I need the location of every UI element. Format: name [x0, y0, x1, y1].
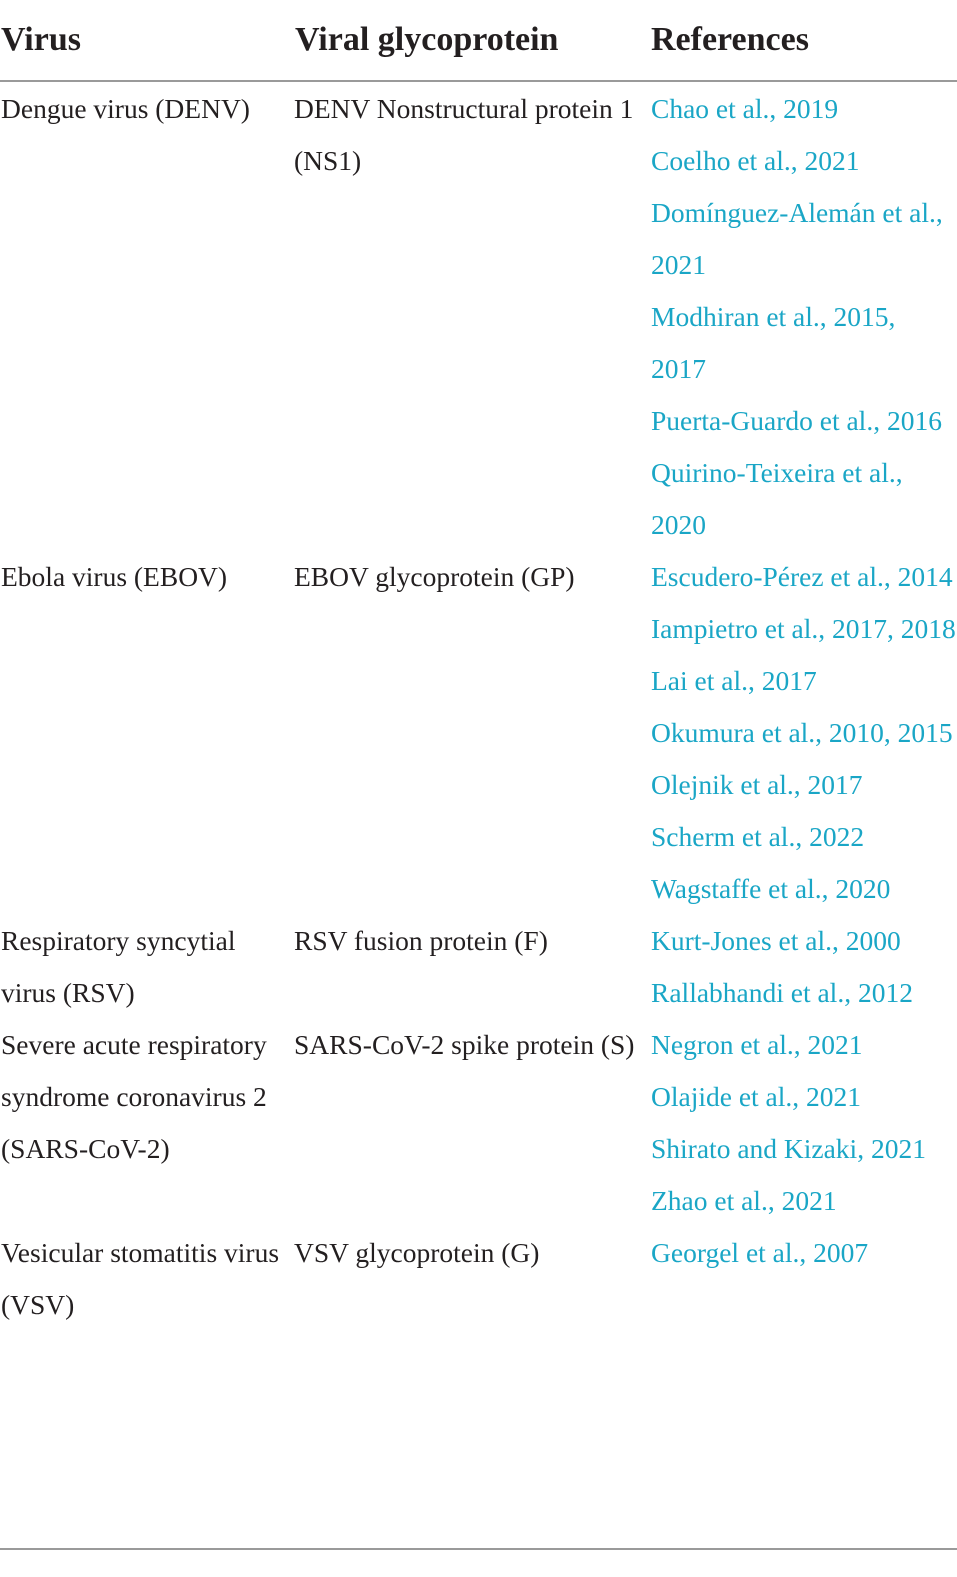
glycoprotein-cell: SARS-CoV-2 spike protein (S): [294, 1029, 635, 1060]
reference-link[interactable]: Chao et al., 2019: [651, 93, 839, 124]
references-cell: [650, 83, 956, 551]
header-viral-glycoprotein: Viral glycoprotein: [295, 21, 559, 58]
table-header: [0, 0, 957, 82]
glycoprotein-cell: VSV glycoprotein (G): [294, 1237, 540, 1268]
virus-cell: Severe acute respiratory syndrome coronavirus 2 (SARS-CoV-2): [1, 1029, 267, 1164]
table-row: [0, 1019, 957, 1227]
reference-link[interactable]: Lai et al., 2017: [651, 665, 817, 696]
reference-link[interactable]: Zhao et al., 2021: [651, 1185, 837, 1216]
reference-link[interactable]: Rallabhandi et al., 2012: [651, 977, 913, 1008]
references-cell: [650, 1227, 956, 1279]
header-virus: Virus: [1, 21, 81, 58]
reference-link[interactable]: Wagstaffe et al., 2020: [651, 873, 891, 904]
header-references: References: [651, 21, 809, 58]
table-row: [0, 83, 957, 551]
references-cell: [650, 1019, 956, 1227]
table-body: [0, 82, 957, 1331]
reference-link[interactable]: Escudero-Pérez et al., 2014: [651, 561, 953, 592]
reference-link[interactable]: Coelho et al., 2021: [651, 145, 860, 176]
reference-link[interactable]: Domínguez-Alemán et al., 2021: [651, 197, 943, 280]
table-row: [0, 1227, 957, 1331]
reference-link[interactable]: Modhiran et al., 2015, 2017: [651, 301, 896, 384]
reference-link[interactable]: Olajide et al., 2021: [651, 1081, 862, 1112]
glycoprotein-cell: DENV Nonstructural protein 1 (NS1): [294, 93, 634, 176]
reference-link[interactable]: Georgel et al., 2007: [651, 1237, 869, 1268]
reference-link[interactable]: Olejnik et al., 2017: [651, 769, 863, 800]
reference-link[interactable]: Okumura et al., 2010, 2015: [651, 717, 953, 748]
virus-cell: Dengue virus (DENV): [1, 93, 250, 124]
reference-link[interactable]: Quirino-Teixeira et al., 2020: [651, 457, 903, 540]
virus-cell: Ebola virus (EBOV): [1, 561, 228, 592]
bottom-rule: [0, 1548, 957, 1550]
reference-link[interactable]: Iampietro et al., 2017, 2018: [651, 613, 956, 644]
reference-link[interactable]: Shirato and Kizaki, 2021: [651, 1133, 926, 1164]
virus-cell: Respiratory syncytial virus (RSV): [1, 925, 236, 1008]
reference-link[interactable]: Puerta-Guardo et al., 2016: [651, 405, 942, 436]
glycoprotein-cell: EBOV glycoprotein (GP): [294, 561, 575, 592]
references-cell: [650, 915, 956, 1019]
references-cell: [650, 551, 956, 915]
glycoprotein-cell: RSV fusion protein (F): [294, 925, 548, 956]
reference-link[interactable]: Scherm et al., 2022: [651, 821, 865, 852]
reference-link[interactable]: Kurt-Jones et al., 2000: [651, 925, 901, 956]
reference-link[interactable]: Negron et al., 2021: [651, 1029, 863, 1060]
table-row: [0, 915, 957, 1019]
table-row: [0, 551, 957, 915]
virus-cell: Vesicular stomatitis virus (VSV): [1, 1237, 280, 1320]
